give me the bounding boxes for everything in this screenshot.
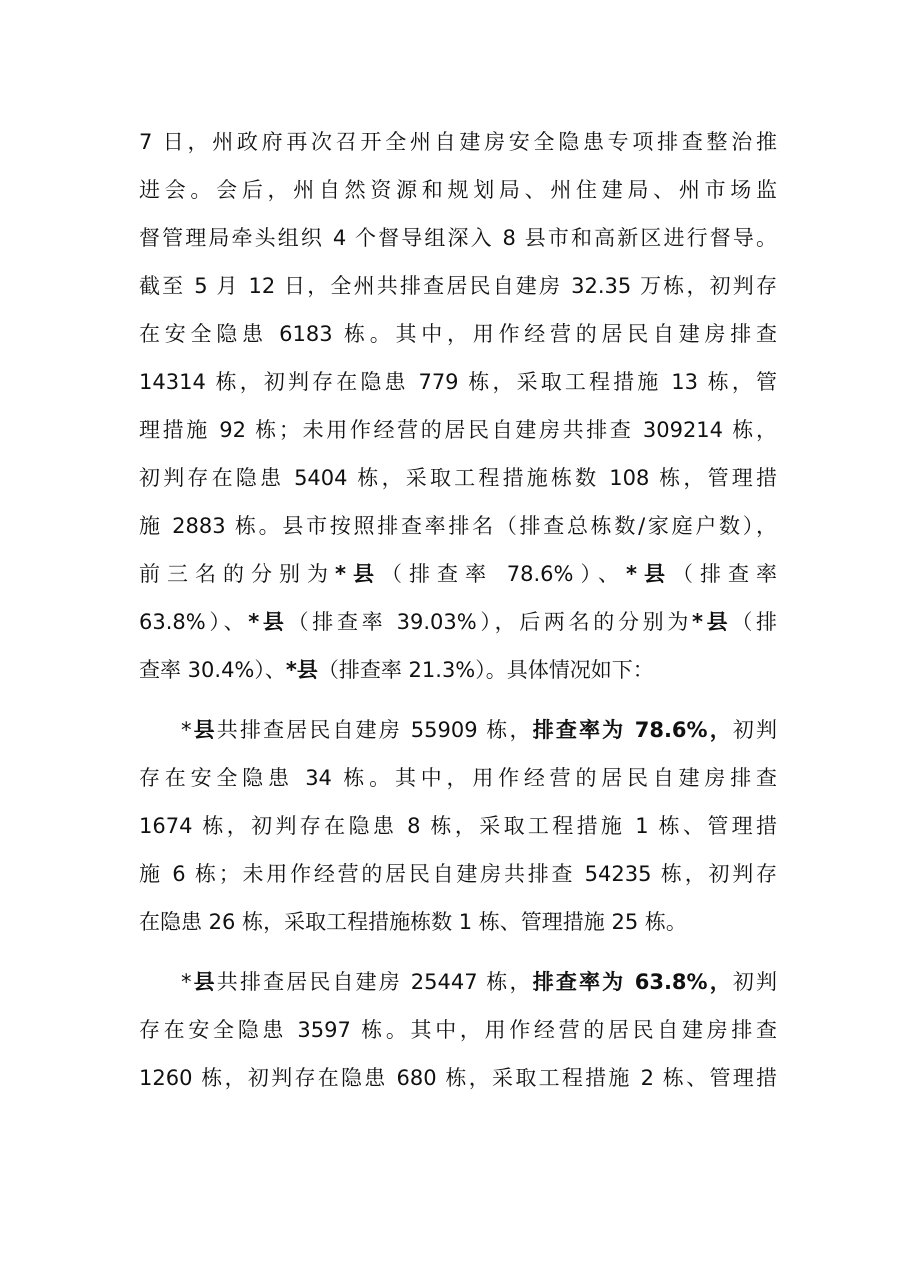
- text-line: 截至 5 月 12 日，全州共排查居民自建房 32.35 万栋，初判存: [139, 274, 777, 298]
- bold-text: *县: [285, 658, 318, 682]
- bold-text: 排查率为 78.6%，: [532, 718, 733, 742]
- paragraph: [139, 958, 777, 1102]
- bold-text: *县: [335, 562, 382, 586]
- text-run: 初判: [732, 970, 778, 994]
- text-run: （排查率 78.6%）、: [381, 562, 626, 586]
- text-line: 7 日，州政府再次召开全州自建房安全隐患专项排查整治推: [139, 130, 777, 154]
- bold-text: *县: [248, 610, 288, 634]
- bold-text: 县: [191, 718, 217, 742]
- text-run: 共排查居民自建房 25447 栋，: [216, 970, 533, 994]
- text-line: 存在安全隐患 34 栋。其中，用作经营的居民自建房排查: [139, 766, 777, 790]
- text-line: [139, 646, 777, 694]
- paragraph-gap: [139, 946, 777, 958]
- text-run: （排: [731, 610, 778, 634]
- paragraph: [139, 118, 777, 694]
- bold-text: *县: [692, 610, 732, 634]
- text-line: 在隐患 26 栋，采取工程措施栋数 1 栋、管理措施 25 栋。: [139, 910, 687, 934]
- bold-text: 排查率为 63.8%，: [532, 970, 733, 994]
- text-line: [139, 706, 777, 754]
- text-line: 施 2883 栋。县市按照排查率排名（排查总栋数/家庭户数），: [139, 514, 777, 538]
- text-line: 施 6 栋；未用作经营的居民自建房共排查 54235 栋，初判存: [139, 862, 777, 886]
- text-line: 在安全隐患 6183 栋。其中，用作经营的居民自建房排查: [139, 322, 777, 346]
- text-line: 1260 栋，初判存在隐患 680 栋，采取工程措施 2 栋、管理措: [139, 1066, 777, 1090]
- text-line: [139, 598, 777, 646]
- text-run: 前三名的分别为: [139, 562, 336, 586]
- text-line: 督管理局牵头组织 4 个督导组深入 8 县市和高新区进行督导。: [139, 226, 777, 250]
- text-run: *: [181, 970, 192, 994]
- text-line: 理措施 92 栋；未用作经营的居民自建房共排查 309214 栋，: [139, 418, 777, 442]
- text-line: [139, 550, 777, 598]
- bold-text: *县: [626, 562, 672, 586]
- text-run: 查率 30.4%）、: [139, 658, 286, 682]
- text-line: 进会。会后，州自然资源和规划局、州住建局、州市场监: [139, 178, 777, 202]
- text-run: *: [181, 718, 192, 742]
- text-line: 存在安全隐患 3597 栋。其中，用作经营的居民自建房排查: [139, 1018, 777, 1042]
- text-run: （排查率 39.03%），后两名的分别为: [287, 610, 692, 634]
- text-line: [139, 958, 777, 1006]
- text-line: 1674 栋，初判存在隐患 8 栋，采取工程措施 1 栋、管理措: [139, 814, 777, 838]
- text-run: 63.8%）、: [139, 610, 249, 634]
- paragraph-gap: [139, 694, 777, 706]
- document-body: [139, 118, 777, 1102]
- paragraph: [139, 706, 777, 946]
- bold-text: 县: [191, 970, 217, 994]
- text-run: 共排查居民自建房 55909 栋，: [216, 718, 533, 742]
- text-run: （排查率: [672, 562, 778, 586]
- text-run: 初判: [732, 718, 778, 742]
- text-run: （排查率 21.3%）。具体情况如下：: [317, 658, 654, 682]
- text-line: 初判存在隐患 5404 栋，采取工程措施栋数 108 栋，管理措: [139, 466, 777, 490]
- text-line: 14314 栋，初判存在隐患 779 栋，采取工程措施 13 栋，管: [139, 370, 777, 394]
